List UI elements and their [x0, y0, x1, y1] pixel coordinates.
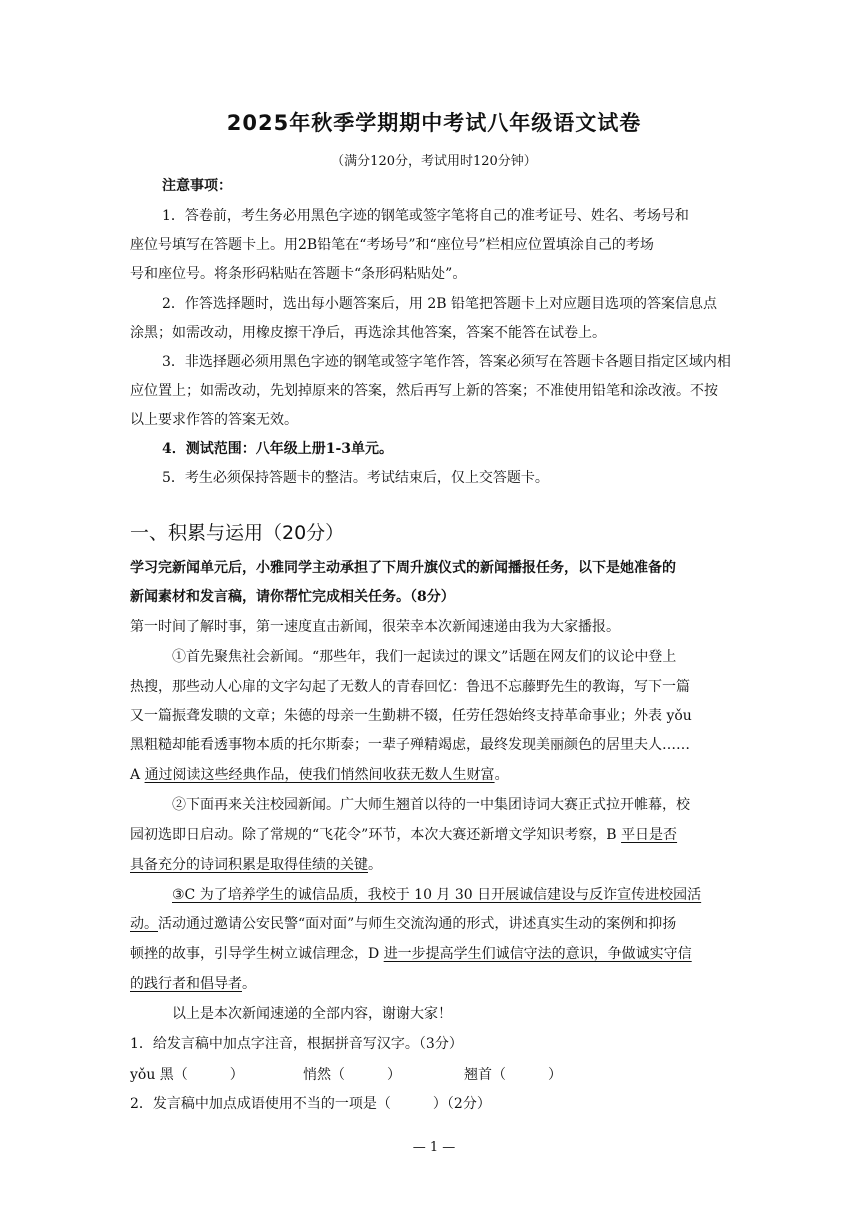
- passage-line: [130, 855, 382, 875]
- task-intro: 新闻素材和发言稿，请你帮忙完成相关任务。（8分）: [130, 589, 455, 605]
- notice-line: 号和座位号。将条形码粘贴在答题卡“条形码粘贴处”。: [130, 266, 467, 282]
- notice-line: 5．考生必须保持答题卡的整洁。考试结束后，仅上交答题卡。: [162, 470, 549, 486]
- underlined-sentence-d: 进一步提高学生们诚信守法的意识，争做诚实守信: [383, 946, 692, 962]
- punctuation: 。: [242, 976, 256, 992]
- underlined-sentence-c: ③C 为了培养学生的诚信品质，我校于 10 月 30 日开展诚信建设与反诈宣传进校园活: [172, 887, 702, 903]
- exam-title: 2025年秋季学期期中考试八年级语文试卷: [226, 111, 642, 135]
- punctuation: 。: [494, 767, 509, 783]
- passage-line: [130, 765, 509, 785]
- answer-blank-2: 悄然（ ）: [303, 1067, 401, 1083]
- page-number: — 1 —: [412, 1140, 456, 1155]
- question-1: 1．给发言稿中加点字注音，根据拼音写汉字。（3分）: [130, 1036, 463, 1052]
- punctuation: 。: [368, 857, 382, 873]
- question-2: 2．发言稿中加点成语使用不当的一项是（ ）（2分）: [130, 1096, 491, 1112]
- passage-line: 热搜，那些动人心扉的文字勾起了无数人的青春回忆：鲁迅不忘藤野先生的教诲，写下一篇: [130, 679, 690, 695]
- section-title: 一、积累与运用（20分）: [130, 522, 345, 544]
- passage-line: 第一时间了解时事，第一速度直击新闻，很荣幸本次新闻速递由我为大家播报。: [130, 619, 620, 635]
- notice-heading: 注意事项：: [162, 178, 232, 194]
- answer-blank-3: 翘首（ ）: [464, 1067, 562, 1083]
- underlined-sentence-a: 通过阅读这些经典作品，使我们悄然间收获无数人生财富: [144, 767, 495, 783]
- passage-line: [130, 914, 676, 934]
- underlined-sentence-b-cont: 具备充分的诗词积累是取得佳绩的关键: [130, 857, 368, 873]
- notice-line: 3．非选择题必须用黑色字迹的钢笔或签字笔作答，答案必须写在答题卡各题目指定区域内相: [162, 354, 731, 370]
- notice-line: 座位号填写在答题卡上。用2B铅笔在“考场号”和“座位号”栏相应位置填涂自己的考场: [130, 237, 654, 253]
- notice-line: 应位置上；如需改动，先划掉原来的答案，然后再写上新的答案；不准使用铅笔和涂改液。不按: [130, 383, 718, 399]
- underlined-sentence-b: 平日是否: [621, 827, 678, 843]
- passage-line: ②下面再来关注校园新闻。广大师生翘首以待的一中集团诗词大赛正式拉开帷幕，校: [172, 797, 690, 813]
- task-intro: 学习完新闻单元后，小雅同学主动承担了下周升旗仪式的新闻播报任务，以下是她准备的: [130, 560, 676, 576]
- passage-line: 又一篇振聋发聩的文章；朱德的母亲一生勤耕不辍，任劳任怨始终支持革命事业；外表 yǒu: [130, 708, 692, 724]
- passage-text: 园初选即日启动。除了常规的“飞花令”环节，本次大赛还新增文学知识考察，B: [130, 827, 622, 843]
- notice-line: 以上要求作答的答案无效。: [130, 412, 298, 428]
- closing-line: 以上是本次新闻速递的全部内容，谢谢大家！: [172, 1006, 452, 1022]
- passage-text: 顿挫的故事，引导学生树立诚信理念，D: [130, 946, 384, 962]
- passage-line: [130, 944, 692, 964]
- passage-text: 活动通过邀请公安民警“面对面”与师生交流沟通的形式，讲述真实生动的案例和抑扬: [158, 916, 677, 932]
- exam-subtitle: （满分120分，考试用时120分钟）: [331, 154, 537, 169]
- answer-blank-1: yǒu 黑（ ）: [130, 1067, 244, 1083]
- underlined-sentence-c-cont: 动。: [130, 916, 158, 932]
- notice-line: 2．作答选择题时，选出每小题答案后，用 2B 铅笔把答题卡上对应题目选项的答案信息点: [162, 296, 718, 312]
- passage-line: ①首先聚焦社会新闻。“那些年，我们一起读过的课文”话题在网友们的议论中登上: [172, 649, 677, 665]
- passage-line: 黑粗糙却能看透事物本质的托尔斯泰；一辈子殚精竭虑，最终发现美丽颜色的居里夫人……: [130, 737, 690, 753]
- notice-line: 1．答卷前，考生务必用黑色字迹的钢笔或签字笔将自己的准考证号、姓名、考场号和: [162, 208, 689, 224]
- option-marker: A: [130, 767, 145, 783]
- passage-line: [130, 825, 677, 845]
- passage-line: [130, 974, 256, 994]
- notice-line: 涂黑；如需改动，用橡皮擦干净后，再选涂其他答案，答案不能答在试卷上。: [130, 325, 606, 341]
- notice-line: 4．测试范围：八年级上册1-3单元。: [162, 441, 394, 457]
- underlined-sentence-d-cont: 的践行者和倡导者: [130, 976, 242, 992]
